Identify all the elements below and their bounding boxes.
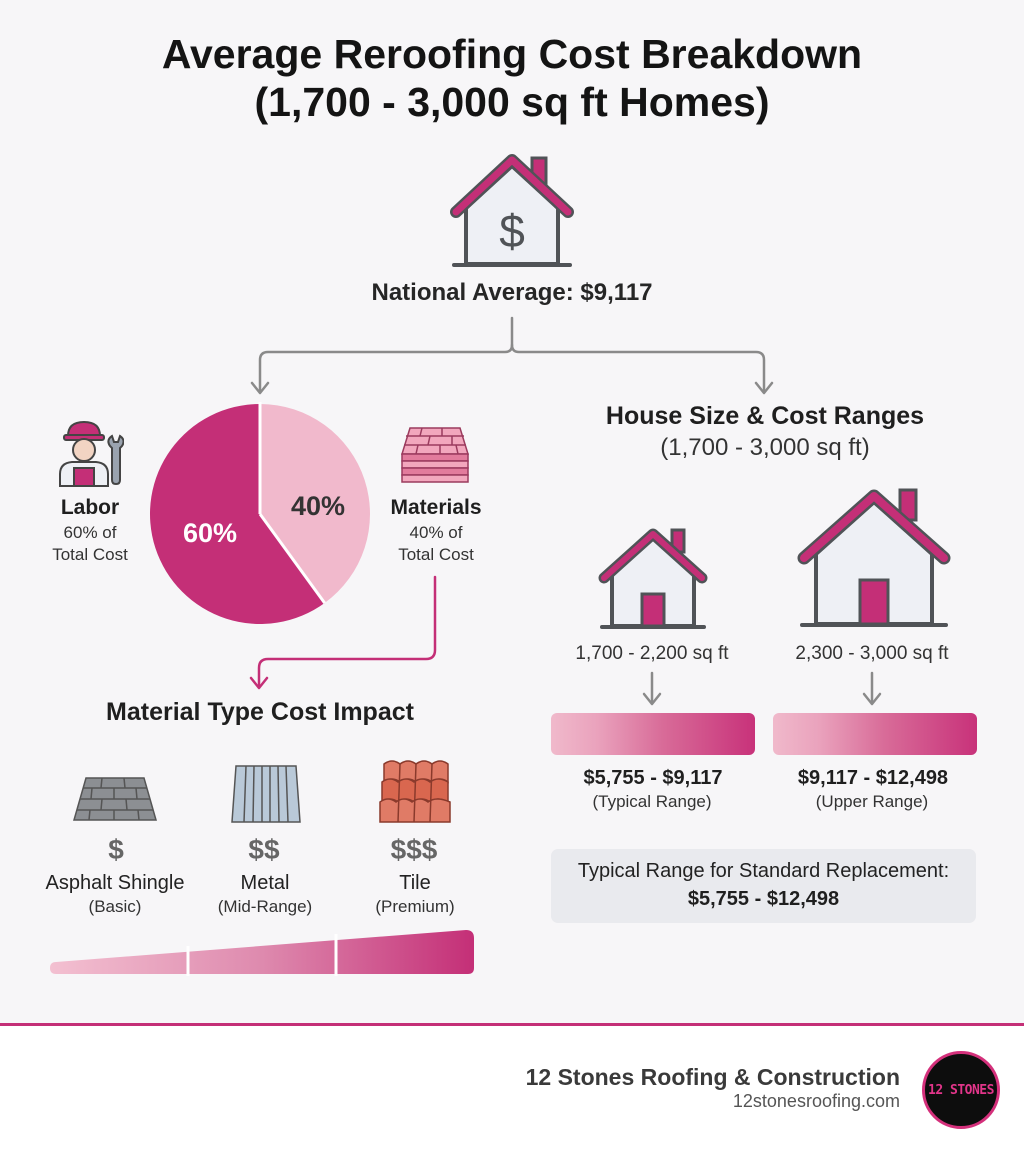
large-house-size: 2,300 - 3,000 sq ft	[795, 643, 949, 664]
brick-stack-icon	[398, 424, 472, 486]
metal-price-tier: $$	[248, 834, 280, 865]
house-size-subtitle: (1,700 - 3,000 sq ft)	[660, 434, 870, 461]
company-website: 12stonesroofing.com	[732, 1091, 900, 1111]
asphalt-name: Asphalt Shingle	[45, 872, 185, 894]
worker-wrench-icon	[54, 418, 124, 488]
materials-note-line-2: Total Cost	[398, 545, 474, 564]
tile-price-tier: $$$	[390, 834, 438, 865]
large-range-tag: (Upper Range)	[815, 792, 929, 811]
small-range-tag: (Typical Range)	[592, 792, 712, 811]
national-average-label: National Average: $9,117	[371, 279, 653, 306]
small-range-value: $5,755 - $9,117	[583, 767, 723, 789]
asphalt-shingle-icon	[72, 776, 158, 822]
pie-label-labor: 60%	[182, 518, 238, 548]
metal-name: Metal	[240, 872, 290, 894]
small-house-icon	[596, 522, 710, 632]
company-name: 12 Stones Roofing & Construction	[525, 1064, 900, 1090]
pie-label-materials: 40%	[290, 491, 346, 521]
materials-note	[374, 522, 498, 566]
labor-note-line-2: Total Cost	[52, 545, 128, 564]
title-line-2: (1,700 - 3,000 sq ft Homes)	[254, 79, 770, 125]
large-range-value: $9,117 - $12,498	[797, 767, 949, 789]
svg-text:$: $	[499, 205, 525, 257]
asphalt-tier: (Basic)	[88, 897, 142, 916]
company-logo	[922, 1051, 1000, 1129]
typical-range-label: Typical Range for Standard Replacement:	[577, 860, 950, 882]
typical-range-box	[551, 849, 976, 923]
labor-note	[30, 522, 150, 566]
logo-text: 12 STONES	[928, 1082, 994, 1098]
material-type-title: Material Type Cost Impact	[106, 698, 414, 726]
title-line-1: Average Reroofing Cost Breakdown	[161, 31, 863, 77]
metal-tier: (Mid-Range)	[217, 897, 313, 916]
house-dollar-icon	[446, 152, 578, 272]
labor-note-line-1: 60% of	[63, 523, 117, 542]
tile-name: Tile	[399, 872, 431, 894]
footer-divider	[0, 1023, 1024, 1026]
material-cost-wedge	[48, 926, 478, 978]
large-house-icon	[794, 484, 954, 632]
large-range-bar	[773, 713, 977, 755]
materials-note-line-1: 40% of	[409, 523, 463, 542]
small-house-size: 1,700 - 2,200 sq ft	[575, 643, 729, 664]
typical-range-value: $5,755 - $12,498	[687, 888, 840, 910]
metal-panel-icon	[228, 764, 304, 824]
tile-roof-icon	[378, 760, 452, 824]
asphalt-price-tier: $	[108, 834, 124, 865]
house-size-title: House Size & Cost Ranges	[605, 402, 925, 430]
tile-tier: (Premium)	[375, 897, 455, 916]
materials-title: Materials	[390, 496, 482, 519]
labor-title: Labor	[60, 496, 120, 519]
small-range-bar	[551, 713, 755, 755]
